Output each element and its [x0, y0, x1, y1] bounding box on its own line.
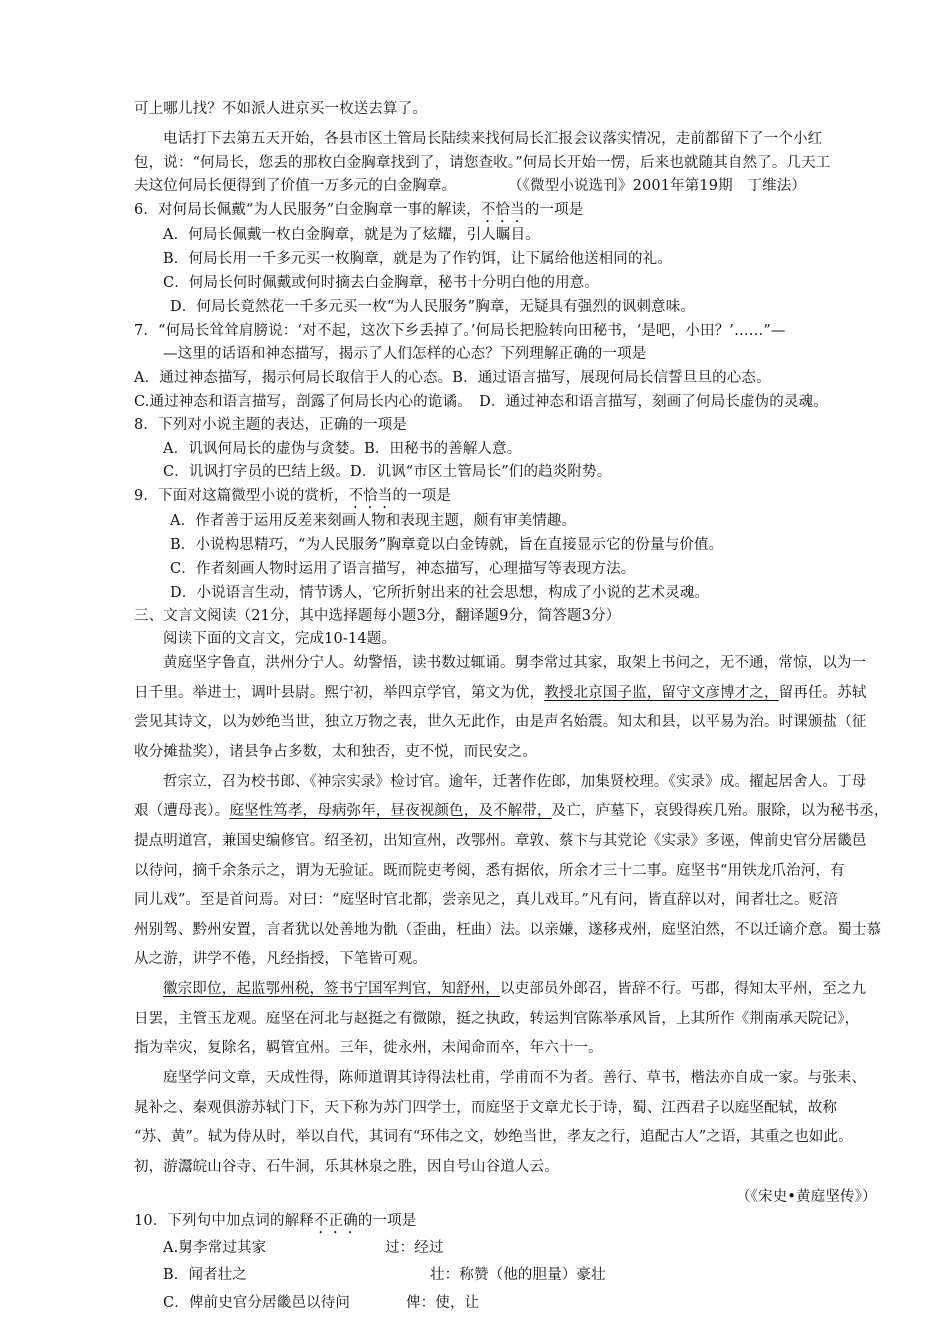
- section-3-heading: 三、文言文阅读（21分，其中选择题每小题3分，翻译题9分，简答题3分）: [134, 608, 621, 624]
- passage-line: 日罢，主管玉龙观。庭坚在河北与赵挺之有微隙，挺之执政，转运判官陈举承风旨，上其所作《荆南承天院记》，: [134, 1011, 860, 1027]
- passage-line: 提点明道宫，兼国史编修官。绍圣初，出知宣州，改鄂州。章敦、蔡卞与其党论《实录》多诬，俾前史官分居畿邑: [134, 833, 867, 849]
- passage-line: 黄庭坚字鲁直，洪州分宁人。幼警悟，读书数过辄诵。舅李常过其家，取架上书问之，无不通，常惊，以为一: [163, 655, 867, 671]
- passage-line: 徽宗即位，起监鄂州税，签书宁国军判官，知舒州，以吏部员外郎召，皆辞不行。丐郡，得知太平州，至之九: [163, 981, 867, 997]
- option-9a: A．作者善于运用反差来刻画人物和表现主题，颇有审美情趣。: [170, 513, 577, 529]
- passage-line: 从之游，讲学不倦，凡经指授，下笔皆可观。: [134, 951, 427, 967]
- underlined-sentence: 教授北京国子监，留守文彦博才之，: [544, 685, 779, 701]
- passage-line: 日千里。举进士，调叶县尉。熙宁初，举四京学官，第文为优，教授北京国子监，留守文彦博才之，留再任。苏轼: [134, 685, 867, 701]
- option-6d: D．何局长竟然花一千多元买一枚“为人民服务”胸章，无疑具有强烈的讽刺意味。: [170, 299, 695, 315]
- option-10a-gloss: 过：经过: [385, 1240, 444, 1256]
- section-3-instruction: 阅读下面的文言文，完成10-14题。: [163, 631, 396, 647]
- option-10a: A.舅李常过其家: [163, 1240, 267, 1256]
- text-line: 可上哪儿找？不如派人进京买一枚送去算了。: [134, 101, 427, 117]
- options-8cd: C．讥讽打字员的巴结上级。D．讥讽“市区土管局长”们的趋炎附势。: [163, 464, 612, 480]
- passage-line: 庭坚学问文章，天成性得，陈师道谓其诗得法杜甫，学甫而不为者。善行、草书，楷法亦自成一家。与张耒、: [163, 1070, 867, 1086]
- options-7cd: C.通过神态和语言描写，剖露了何局长内心的诡谲。 D．通过神态和语言描写，刻画了何局长虚伪的灵魂。: [134, 394, 828, 410]
- passage-source: （《宋史•黄庭坚传》）: [736, 1189, 877, 1205]
- passage-line: 尝见其诗文，以为妙绝当世，独立万物之表，世久无此作，由是声名始震。知太和县，以平易为治。时课颁盐（征: [134, 714, 867, 730]
- option-9c: C．作者刻画人物时运用了语言描写，神态描写，心理描写等表现方法。: [170, 561, 636, 577]
- options-8ab: A．讥讽何局长的虚伪与贪婪。B．田秘书的善解人意。: [163, 441, 522, 457]
- passage-line: 初，游灊皖山谷寺、石牛洞，乐其林泉之胜，因自号山谷道人云。: [134, 1159, 559, 1175]
- option-10c-gloss: 俾：使，让: [406, 1295, 480, 1311]
- underlined-sentence: 庭坚性笃孝，母病弥年，昼夜视颜色，及不解带，: [229, 803, 552, 819]
- question-6: 6．对何局长佩戴“为人民服务”白金胸章一事的解读，不恰当的一项是: [134, 202, 584, 218]
- passage-line: 晁补之、秦观俱游苏轼门下，天下称为苏门四学士，而庭坚于文章尤长于诗，蜀、江西君子以庭坚配轼，故称: [134, 1100, 838, 1116]
- source-citation: （《微型小说选刊》2001年第19期 丁维法）: [508, 178, 807, 194]
- options-7ab: A．通过神态描写，揭示何局长取信于人的心态。B．通过语言描写，展现何局长信誓旦旦的心态。: [134, 370, 771, 386]
- text-line: 夫这位何局长便得到了价值一万多元的白金胸章。: [134, 178, 457, 194]
- question-8: 8．下列对小说主题的表达，正确的一项是: [134, 417, 408, 433]
- option-10b-gloss: 壮：称赞（他的胆量）豪壮: [430, 1267, 606, 1283]
- passage-line: 哲宗立，召为校书郎、《神宗实录》检讨官。逾年，迁著作佐郎，加集贤校理。《实录》成。擢起居舍人。丁母: [163, 774, 867, 790]
- option-9b: B．小说构思精巧，“为人民服务”胸章竟以白金铸就，旨在直接显示它的份量与价值。: [170, 537, 724, 553]
- question-9: 9．下面对这篇微型小说的赏析，不恰当的一项是: [134, 488, 452, 504]
- passage-line: 指为幸灾，复除名，羁管宜州。三年，徙永州，未闻命而卒，年六十一。: [134, 1040, 603, 1056]
- passage-line: “苏、黄”。轼为侍从时，举以自代，其词有“环伟之文，妙绝当世，孝友之行，追配古人”之语，其重之也如此。: [134, 1129, 853, 1145]
- passage-line: 同儿戏”。至是首问焉。对曰：“庭坚时官北都，尝亲见之，真儿戏耳。”凡有问，皆直辞以对，闻者壮之。贬涪: [134, 892, 838, 908]
- question-7-cont: —这里的话语和神态描写，揭示了人们怎样的心态？下列理解正确的一项是: [163, 346, 647, 362]
- option-6a: A．何局长佩戴一枚白金胸章，就是为了炫耀，引人瞩目。: [163, 227, 540, 243]
- question-7: 7．“何局长耸耸肩膀说：‘对不起，这次下乡丢掉了。’何局长把脸转向田秘书，‘是吧，小田？’……”—: [134, 323, 786, 339]
- text-line: 包，说：“何局长，您丢的那枚白金胸章找到了，请您查收。”何局长开始一愣，后来也就随其自然了。几天工: [134, 155, 831, 171]
- option-10c: C．俾前史官分居畿邑以待问: [163, 1295, 351, 1311]
- passage-line: 以待问，摘千余条示之，谓为无验证。既而院吏考阅，悉有据依，所余才三十二事。庭坚书“用铁龙爪治河，有: [134, 863, 845, 879]
- option-6c: C．何局长何时佩戴或何时摘去白金胸章，秘书十分明白他的用意。: [163, 275, 600, 291]
- underlined-sentence: 徽宗即位，起监鄂州税，签书宁国军判官，知舒州，: [163, 981, 500, 997]
- passage-line: 州别驾、黔州安置，言者犹以处善地为骩（歪曲，枉曲）法。以亲嫌，遂移戎州，庭坚泊然，不以迁谪介意。蜀士慕: [134, 922, 882, 938]
- passage-line: 收分摊盐奖），诸县争占多数，太和独否，吏不悦，而民安之。: [134, 744, 537, 760]
- question-10: 10．下列句中加点词的解释不正确的一项是: [134, 1213, 417, 1229]
- option-9d: D．小说语言生动，情节诱人，它所折射出来的社会思想，构成了小说的艺术灵魂。: [170, 585, 710, 601]
- option-6b: B．何局长用一千多元买一枚胸章，就是为了作钓饵，让下属给他送相同的礼。: [163, 251, 672, 267]
- text-line: 电话打下去第五天开始，各县市区土管局长陆续来找何局长汇报会议落实情况，走前都留下了一个小红: [163, 131, 823, 147]
- option-10b: B．闻者壮之: [163, 1267, 248, 1283]
- passage-line: 艰（遭母丧）。庭坚性笃孝，母病弥年，昼夜视颜色，及不解带，及亡，庐墓下，哀毁得疾几殆。服除，以为秘书丞，: [134, 803, 889, 819]
